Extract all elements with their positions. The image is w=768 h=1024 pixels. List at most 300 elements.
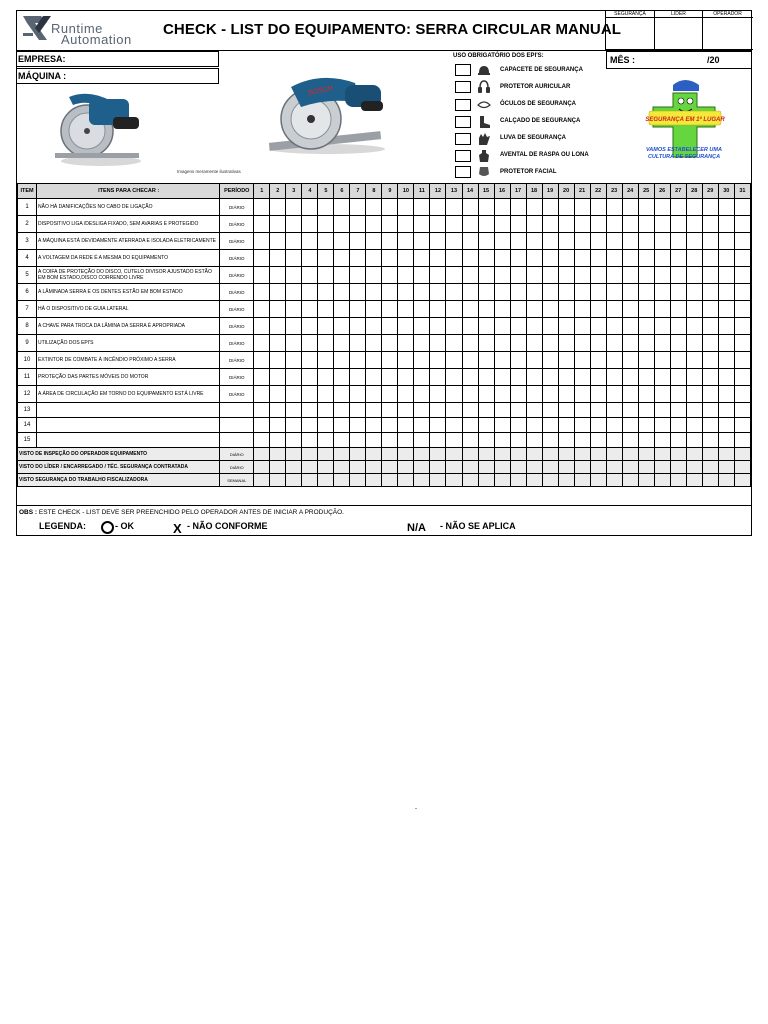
day-check-cell[interactable] [270,433,286,448]
visto-check-cell[interactable] [574,461,590,474]
day-check-cell[interactable] [702,352,718,369]
day-check-cell[interactable] [414,301,430,318]
day-check-cell[interactable] [510,318,526,335]
day-check-cell[interactable] [494,199,510,216]
day-check-cell[interactable] [430,318,446,335]
day-check-cell[interactable] [462,335,478,352]
day-check-cell[interactable] [270,318,286,335]
day-check-cell[interactable] [462,418,478,433]
visto-check-cell[interactable] [510,448,526,461]
day-check-cell[interactable] [574,301,590,318]
visto-check-cell[interactable] [334,461,350,474]
day-check-cell[interactable] [398,267,414,284]
visto-check-cell[interactable] [670,461,686,474]
day-check-cell[interactable] [686,352,702,369]
day-check-cell[interactable] [638,267,654,284]
day-check-cell[interactable] [350,335,366,352]
day-check-cell[interactable] [302,199,318,216]
day-check-cell[interactable] [286,386,302,403]
day-check-cell[interactable] [526,267,542,284]
day-check-cell[interactable] [430,284,446,301]
day-check-cell[interactable] [686,216,702,233]
day-check-cell[interactable] [430,418,446,433]
item-description[interactable] [37,403,220,418]
day-check-cell[interactable] [414,216,430,233]
day-check-cell[interactable] [382,403,398,418]
day-check-cell[interactable] [494,250,510,267]
day-check-cell[interactable] [558,403,574,418]
day-check-cell[interactable] [622,433,638,448]
day-check-cell[interactable] [606,267,622,284]
visto-check-cell[interactable] [318,474,334,487]
day-check-cell[interactable] [446,335,462,352]
day-check-cell[interactable] [350,433,366,448]
visto-check-cell[interactable] [446,448,462,461]
day-check-cell[interactable] [286,433,302,448]
day-check-cell[interactable] [382,418,398,433]
day-check-cell[interactable] [606,335,622,352]
day-check-cell[interactable] [462,352,478,369]
day-check-cell[interactable] [334,433,350,448]
day-check-cell[interactable] [574,199,590,216]
day-check-cell[interactable] [414,250,430,267]
day-check-cell[interactable] [366,318,382,335]
day-check-cell[interactable] [670,403,686,418]
day-check-cell[interactable] [462,267,478,284]
day-check-cell[interactable] [478,369,494,386]
day-check-cell[interactable] [270,216,286,233]
day-check-cell[interactable] [734,418,750,433]
visto-check-cell[interactable] [366,448,382,461]
day-check-cell[interactable] [526,403,542,418]
day-check-cell[interactable] [286,267,302,284]
day-check-cell[interactable] [606,418,622,433]
day-check-cell[interactable] [638,369,654,386]
day-check-cell[interactable] [334,318,350,335]
day-check-cell[interactable] [734,301,750,318]
day-check-cell[interactable] [494,216,510,233]
day-check-cell[interactable] [254,250,270,267]
visto-check-cell[interactable] [590,448,606,461]
day-check-cell[interactable] [526,335,542,352]
visto-check-cell[interactable] [526,448,542,461]
day-check-cell[interactable] [686,267,702,284]
day-check-cell[interactable] [302,403,318,418]
day-check-cell[interactable] [510,233,526,250]
day-check-cell[interactable] [590,335,606,352]
visto-check-cell[interactable] [478,448,494,461]
day-check-cell[interactable] [414,335,430,352]
day-check-cell[interactable] [718,267,734,284]
day-check-cell[interactable] [558,352,574,369]
visto-check-cell[interactable] [654,448,670,461]
day-check-cell[interactable] [574,216,590,233]
day-check-cell[interactable] [478,250,494,267]
maquina-field[interactable] [16,68,219,84]
day-check-cell[interactable] [718,318,734,335]
visto-check-cell[interactable] [590,474,606,487]
visto-check-cell[interactable] [542,461,558,474]
visto-check-cell[interactable] [558,461,574,474]
epi-checkbox-face[interactable] [455,166,471,178]
day-check-cell[interactable] [606,301,622,318]
day-check-cell[interactable] [366,403,382,418]
day-check-cell[interactable] [670,250,686,267]
day-check-cell[interactable] [382,433,398,448]
day-check-cell[interactable] [494,335,510,352]
day-check-cell[interactable] [430,386,446,403]
day-check-cell[interactable] [622,233,638,250]
day-check-cell[interactable] [270,199,286,216]
day-check-cell[interactable] [622,418,638,433]
day-check-cell[interactable] [478,284,494,301]
day-check-cell[interactable] [494,386,510,403]
visto-check-cell[interactable] [350,448,366,461]
day-check-cell[interactable] [670,318,686,335]
day-check-cell[interactable] [686,284,702,301]
day-check-cell[interactable] [398,369,414,386]
visto-check-cell[interactable] [494,461,510,474]
visto-check-cell[interactable] [686,461,702,474]
visto-check-cell[interactable] [686,474,702,487]
visto-check-cell[interactable] [398,448,414,461]
day-check-cell[interactable] [702,233,718,250]
day-check-cell[interactable] [686,233,702,250]
day-check-cell[interactable] [606,199,622,216]
day-check-cell[interactable] [702,418,718,433]
day-check-cell[interactable] [526,433,542,448]
signature-field-operador[interactable] [702,17,753,50]
day-check-cell[interactable] [366,199,382,216]
day-check-cell[interactable] [414,233,430,250]
day-check-cell[interactable] [542,216,558,233]
day-check-cell[interactable] [734,267,750,284]
day-check-cell[interactable] [270,386,286,403]
day-check-cell[interactable] [414,369,430,386]
day-check-cell[interactable] [462,301,478,318]
day-check-cell[interactable] [734,250,750,267]
visto-check-cell[interactable] [670,474,686,487]
day-check-cell[interactable] [302,284,318,301]
day-check-cell[interactable] [654,433,670,448]
day-check-cell[interactable] [654,199,670,216]
day-check-cell[interactable] [542,369,558,386]
day-check-cell[interactable] [622,301,638,318]
visto-check-cell[interactable] [270,461,286,474]
day-check-cell[interactable] [254,403,270,418]
day-check-cell[interactable] [366,267,382,284]
day-check-cell[interactable] [638,301,654,318]
day-check-cell[interactable] [254,369,270,386]
day-check-cell[interactable] [366,433,382,448]
day-check-cell[interactable] [542,335,558,352]
day-check-cell[interactable] [510,386,526,403]
day-check-cell[interactable] [430,403,446,418]
day-check-cell[interactable] [270,284,286,301]
day-check-cell[interactable] [654,216,670,233]
day-check-cell[interactable] [382,352,398,369]
day-check-cell[interactable] [558,199,574,216]
day-check-cell[interactable] [254,318,270,335]
day-check-cell[interactable] [302,250,318,267]
day-check-cell[interactable] [254,418,270,433]
day-check-cell[interactable] [590,284,606,301]
day-check-cell[interactable] [670,233,686,250]
epi-checkbox-apron[interactable] [455,150,471,162]
visto-check-cell[interactable] [606,461,622,474]
day-check-cell[interactable] [718,216,734,233]
day-check-cell[interactable] [302,418,318,433]
day-check-cell[interactable] [670,352,686,369]
day-check-cell[interactable] [478,301,494,318]
day-check-cell[interactable] [734,233,750,250]
day-check-cell[interactable] [542,433,558,448]
day-check-cell[interactable] [462,403,478,418]
visto-check-cell[interactable] [702,461,718,474]
day-check-cell[interactable] [638,386,654,403]
visto-check-cell[interactable] [638,474,654,487]
day-check-cell[interactable] [478,352,494,369]
day-check-cell[interactable] [622,267,638,284]
day-check-cell[interactable] [270,233,286,250]
visto-check-cell[interactable] [350,474,366,487]
day-check-cell[interactable] [446,352,462,369]
visto-check-cell[interactable] [254,474,270,487]
day-check-cell[interactable] [590,250,606,267]
day-check-cell[interactable] [318,352,334,369]
visto-check-cell[interactable] [430,474,446,487]
day-check-cell[interactable] [638,250,654,267]
day-check-cell[interactable] [638,199,654,216]
day-check-cell[interactable] [334,352,350,369]
day-check-cell[interactable] [654,335,670,352]
day-check-cell[interactable] [686,318,702,335]
day-check-cell[interactable] [590,267,606,284]
day-check-cell[interactable] [414,433,430,448]
day-check-cell[interactable] [398,433,414,448]
day-check-cell[interactable] [654,301,670,318]
day-check-cell[interactable] [398,216,414,233]
day-check-cell[interactable] [718,386,734,403]
mes-field[interactable] [606,51,752,69]
epi-checkbox-glove[interactable] [455,133,471,145]
visto-check-cell[interactable] [414,448,430,461]
item-description[interactable] [37,433,220,448]
day-check-cell[interactable] [318,233,334,250]
day-check-cell[interactable] [670,267,686,284]
day-check-cell[interactable] [318,318,334,335]
day-check-cell[interactable] [270,267,286,284]
day-check-cell[interactable] [510,250,526,267]
day-check-cell[interactable] [366,369,382,386]
day-check-cell[interactable] [590,318,606,335]
day-check-cell[interactable] [590,301,606,318]
signature-field-seguranca[interactable] [605,17,655,50]
day-check-cell[interactable] [414,418,430,433]
day-check-cell[interactable] [334,284,350,301]
visto-check-cell[interactable] [670,448,686,461]
visto-check-cell[interactable] [542,474,558,487]
day-check-cell[interactable] [462,318,478,335]
day-check-cell[interactable] [318,284,334,301]
day-check-cell[interactable] [510,335,526,352]
day-check-cell[interactable] [286,284,302,301]
day-check-cell[interactable] [590,369,606,386]
visto-check-cell[interactable] [734,474,750,487]
visto-check-cell[interactable] [318,461,334,474]
day-check-cell[interactable] [350,352,366,369]
day-check-cell[interactable] [366,216,382,233]
visto-check-cell[interactable] [718,461,734,474]
visto-check-cell[interactable] [382,474,398,487]
day-check-cell[interactable] [446,433,462,448]
day-check-cell[interactable] [526,301,542,318]
day-check-cell[interactable] [382,250,398,267]
visto-check-cell[interactable] [398,474,414,487]
day-check-cell[interactable] [606,318,622,335]
day-check-cell[interactable] [494,267,510,284]
day-check-cell[interactable] [494,318,510,335]
day-check-cell[interactable] [590,352,606,369]
visto-check-cell[interactable] [446,474,462,487]
day-check-cell[interactable] [702,433,718,448]
visto-check-cell[interactable] [606,474,622,487]
day-check-cell[interactable] [302,216,318,233]
day-check-cell[interactable] [254,199,270,216]
day-check-cell[interactable] [334,233,350,250]
day-check-cell[interactable] [590,233,606,250]
day-check-cell[interactable] [510,301,526,318]
day-check-cell[interactable] [622,199,638,216]
day-check-cell[interactable] [350,284,366,301]
day-check-cell[interactable] [302,386,318,403]
day-check-cell[interactable] [398,386,414,403]
day-check-cell[interactable] [638,433,654,448]
day-check-cell[interactable] [686,250,702,267]
day-check-cell[interactable] [702,216,718,233]
day-check-cell[interactable] [414,284,430,301]
day-check-cell[interactable] [558,369,574,386]
day-check-cell[interactable] [366,352,382,369]
day-check-cell[interactable] [430,199,446,216]
day-check-cell[interactable] [718,352,734,369]
day-check-cell[interactable] [638,403,654,418]
day-check-cell[interactable] [462,369,478,386]
day-check-cell[interactable] [670,418,686,433]
day-check-cell[interactable] [382,335,398,352]
day-check-cell[interactable] [510,352,526,369]
day-check-cell[interactable] [318,199,334,216]
day-check-cell[interactable] [510,403,526,418]
day-check-cell[interactable] [414,199,430,216]
day-check-cell[interactable] [462,233,478,250]
day-check-cell[interactable] [558,233,574,250]
day-check-cell[interactable] [718,369,734,386]
day-check-cell[interactable] [478,418,494,433]
day-check-cell[interactable] [590,386,606,403]
visto-check-cell[interactable] [382,461,398,474]
day-check-cell[interactable] [254,352,270,369]
day-check-cell[interactable] [494,284,510,301]
day-check-cell[interactable] [334,301,350,318]
day-check-cell[interactable] [574,335,590,352]
visto-check-cell[interactable] [654,461,670,474]
day-check-cell[interactable] [414,267,430,284]
day-check-cell[interactable] [526,199,542,216]
item-description[interactable] [37,418,220,433]
day-check-cell[interactable] [606,284,622,301]
day-check-cell[interactable] [702,284,718,301]
day-check-cell[interactable] [446,199,462,216]
visto-check-cell[interactable] [334,448,350,461]
day-check-cell[interactable] [350,418,366,433]
day-check-cell[interactable] [446,216,462,233]
day-check-cell[interactable] [462,216,478,233]
day-check-cell[interactable] [542,301,558,318]
day-check-cell[interactable] [702,386,718,403]
visto-check-cell[interactable] [414,474,430,487]
day-check-cell[interactable] [558,284,574,301]
visto-check-cell[interactable] [334,474,350,487]
visto-check-cell[interactable] [494,474,510,487]
day-check-cell[interactable] [734,433,750,448]
day-check-cell[interactable] [254,301,270,318]
day-check-cell[interactable] [734,199,750,216]
day-check-cell[interactable] [462,386,478,403]
day-check-cell[interactable] [478,267,494,284]
day-check-cell[interactable] [446,403,462,418]
day-check-cell[interactable] [574,352,590,369]
day-check-cell[interactable] [654,418,670,433]
day-check-cell[interactable] [606,216,622,233]
day-check-cell[interactable] [350,318,366,335]
day-check-cell[interactable] [446,267,462,284]
day-check-cell[interactable] [382,199,398,216]
day-check-cell[interactable] [526,318,542,335]
visto-check-cell[interactable] [542,448,558,461]
day-check-cell[interactable] [366,250,382,267]
day-check-cell[interactable] [286,250,302,267]
day-check-cell[interactable] [302,267,318,284]
day-check-cell[interactable] [334,369,350,386]
visto-check-cell[interactable] [382,448,398,461]
day-check-cell[interactable] [398,418,414,433]
day-check-cell[interactable] [574,403,590,418]
day-check-cell[interactable] [286,233,302,250]
day-check-cell[interactable] [446,284,462,301]
day-check-cell[interactable] [654,352,670,369]
day-check-cell[interactable] [318,386,334,403]
day-check-cell[interactable] [398,233,414,250]
day-check-cell[interactable] [366,418,382,433]
day-check-cell[interactable] [734,318,750,335]
day-check-cell[interactable] [670,433,686,448]
day-check-cell[interactable] [638,335,654,352]
day-check-cell[interactable] [734,335,750,352]
day-check-cell[interactable] [318,369,334,386]
signature-field-lider[interactable] [654,17,703,50]
visto-check-cell[interactable] [398,461,414,474]
day-check-cell[interactable] [606,250,622,267]
day-check-cell[interactable] [350,199,366,216]
day-check-cell[interactable] [446,233,462,250]
day-check-cell[interactable] [350,369,366,386]
day-check-cell[interactable] [302,369,318,386]
day-check-cell[interactable] [494,369,510,386]
day-check-cell[interactable] [606,369,622,386]
day-check-cell[interactable] [446,301,462,318]
day-check-cell[interactable] [670,335,686,352]
